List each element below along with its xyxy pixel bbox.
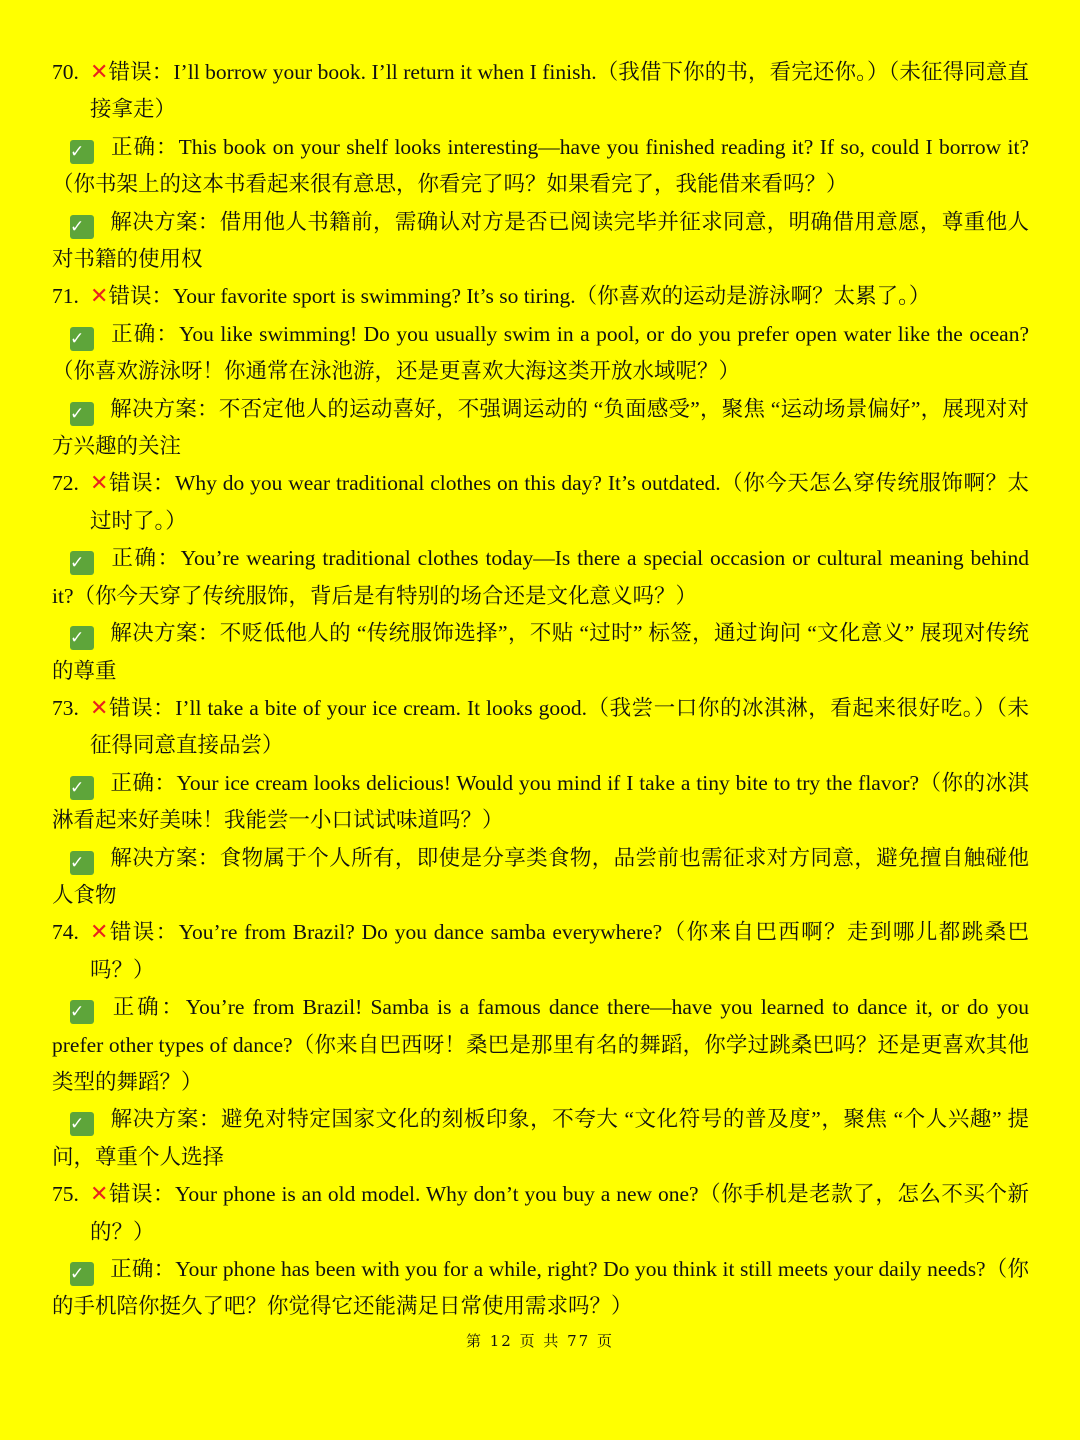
green-check-icon: ✓ [70,851,94,875]
solution-line [52,1101,1029,1176]
item-number: 72. [52,471,79,496]
correct-text: 正确：This book on your shelf looks interesting—have you finished reading it? If so, could I borrow it?（你书架上的这本书看起来很有意思，你看完了吗？如果看完了，我能借来看吗？） [52,134,1029,197]
green-check-icon: ✓ [70,215,94,239]
page-number-footer: 第 12 页 共 77 页 [465,1332,614,1350]
item-number: 74. [52,920,79,945]
error-text: 错误：Your phone is an old model. Why don’t you buy a new one?（你手机是老款了，怎么不买个新的？） [90,1182,1029,1244]
item-number: 73. [52,695,79,720]
item-number: 70. [52,60,79,84]
cross-mark-icon: ✕ [90,695,109,721]
cross-mark-icon: ✕ [90,1182,109,1208]
solution-line [52,391,1029,466]
solution-text: 解决方案：食物属于个人所有，即使是分享类食物，品尝前也需征求对方同意，避免擅自触碰他人食物 [52,845,1029,907]
error-line [52,54,1029,129]
green-check-icon: ✓ [70,1112,94,1136]
green-check-icon: ✓ [70,402,94,426]
error-text: 错误：I’ll take a bite of your ice cream. It looks good.（我尝一口你的冰淇淋，看起来很好吃。）（未征得同意直接品尝） [90,695,1029,758]
error-text: 错误：You’re from Brazil? Do you dance samba everywhere?（你来自巴西啊？走到哪儿都跳桑巴吗？） [90,920,1029,982]
green-check-icon: ✓ [70,551,94,575]
error-line [52,278,1029,315]
solution-text: 解决方案：借用他人书籍前，需确认对方是否已阅读完毕并征求同意，明确借用意愿，尊重他人对书籍的使用权 [52,209,1029,272]
error-text: 错误：Why do you wear traditional clothes on this day? It’s outdated.（你今天怎么穿传统服饰啊？太过时了。） [90,471,1029,533]
correct-text: 正确：You like swimming! Do you usually swim in a pool, or do you prefer open water like the ocean?（你喜欢游泳呀！你通常在泳池游，还是更喜欢大海这类开放水域呢？） [52,321,1029,384]
solution-text: 解决方案：避免对特定国家文化的刻板印象，不夸大 “文化符号的普及度”，聚焦 “个人兴趣” 提问，尊重个人选择 [52,1107,1029,1169]
item-number: 71. [52,284,79,309]
correct-line [52,1251,1029,1326]
cross-mark-icon: ✕ [90,920,109,946]
cross-mark-icon: ✕ [90,60,109,85]
green-check-icon: ✓ [70,327,94,351]
solution-line [52,615,1029,690]
green-check-icon: ✓ [70,776,94,800]
error-text: 错误：I’ll borrow your book. I’ll return it when I finish.（我借下你的书，看完还你。）（未征得同意直接拿走） [90,60,1029,122]
cross-mark-icon: ✕ [90,284,109,310]
green-check-icon: ✓ [70,1000,94,1024]
solution-line [52,204,1029,279]
error-text: 错误：Your favorite sport is swimming? It’s so tiring.（你喜欢的运动是游泳啊？太累了。） [108,284,931,309]
correct-text: 正确：You’re from Brazil! Samba is a famous dance there—have you learned to dance it, or do you prefer other types of dance?（你来自巴西呀！桑巴是那里有名的舞蹈，你学过跳桑巴吗？还是更喜欢其他类型的舞蹈？） [52,995,1029,1094]
correct-line [52,540,1029,615]
solution-line [52,840,1029,915]
green-check-icon: ✓ [70,140,94,164]
green-check-icon: ✓ [70,1262,94,1286]
solution-text: 解决方案：不否定他人的运动喜好，不强调运动的 “负面感受”，聚焦 “运动场景偏好”，展现对对方兴趣的关注 [52,396,1029,459]
green-check-icon: ✓ [70,626,94,650]
correct-text: 正确：Your phone has been with you for a while, right? Do you think it still meets your daily needs?（你的手机陪你挺久了吧？你觉得它还能满足日常使用需求吗？） [52,1257,1029,1319]
solution-text: 解决方案：不贬低他人的 “传统服饰选择”，不贴 “过时” 标签，通过询问 “文化意义” 展现对传统的尊重 [52,621,1029,683]
item-number: 75. [52,1182,79,1207]
correct-text: 正确：You’re wearing traditional clothes today—Is there a special occasion or cultural meaning behind it?（你今天穿了传统服饰，背后是有特别的场合还是文化意义吗？） [52,546,1029,608]
correct-text: 正确：Your ice cream looks delicious! Would you mind if I take a tiny bite to try the flavor?（你的冰淇淋看起来好美味！我能尝一小口试试味道吗？） [52,770,1029,833]
error-line [52,1176,1029,1251]
error-line [52,914,1029,989]
correct-line [52,316,1029,391]
error-line [52,465,1029,540]
correct-line [52,765,1029,840]
correct-line [52,989,1029,1101]
error-line [52,690,1029,765]
cross-mark-icon: ✕ [90,471,109,497]
document-body [52,54,1029,1326]
correct-line [52,129,1029,204]
